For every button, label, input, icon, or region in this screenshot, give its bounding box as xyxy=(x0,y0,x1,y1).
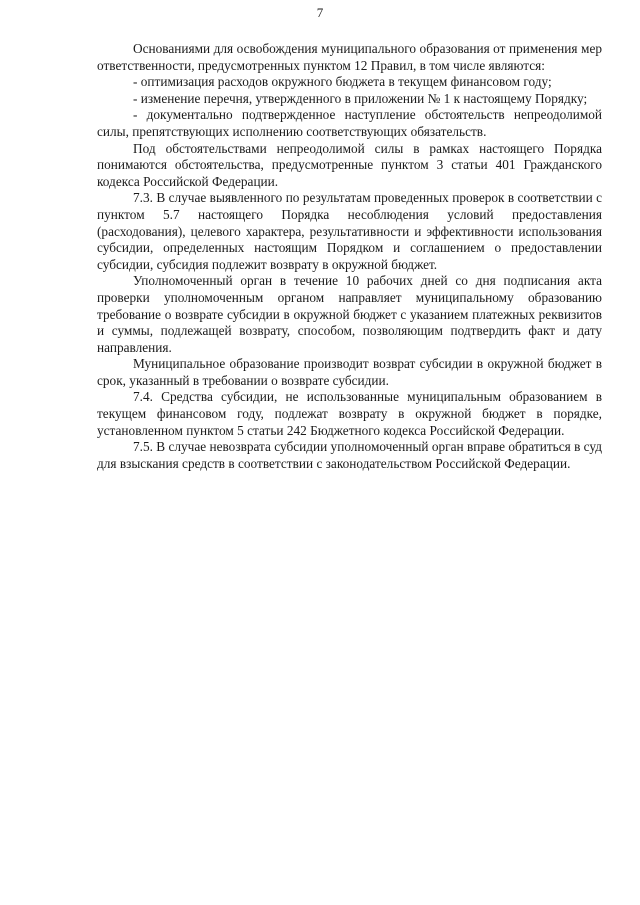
page-number: 7 xyxy=(316,5,324,20)
paragraph-7-5: 7.5. В случае невозврата субсидии уполномоченный орган вправе обратиться в суд для взыскания средств в соответствии с законодательством Российской Федерации. xyxy=(97,439,602,471)
paragraph-force-majeure-definition: Под обстоятельствами непреодолимой силы в рамках настоящего Порядка понимаются обстоятельства, предусмотренные пунктом 3 статьи 401 Гражданского кодекса Российской Федерации. xyxy=(97,140,602,189)
paragraph-7-4: 7.4. Средства субсидии, не использованные муниципальным образованием в текущем финансовом году, подлежат возврату в окружной бюджет в порядке, установленном пунктом 5 статьи 242 Бюджетного кодекса Российской Федерации. xyxy=(97,389,602,438)
list-item-budget-optimization: - оптимизация расходов окружного бюджета в текущем финансовом году; xyxy=(133,74,552,90)
list-item-list-change: - изменение перечня, утвержденного в приложении № 1 к настоящему Порядку; xyxy=(133,90,588,106)
paragraph-7-3: 7.3. В случае выявленного по результатам проведенных проверок в соответствии с пунктом 5.7 настоящего Порядка несоблюдения условий предоставления (расходования), целевого характера, результативности и эффективности использования субсидии, определенных настоящим Порядком и соглашением о предоставлении субсидии, субсидия подлежит возврату в окружной бюджет. xyxy=(97,190,602,272)
document-body xyxy=(97,41,602,472)
list-item-force-majeure: - документально подтвержденное наступление обстоятельств непреодолимой силы, препятствующих исполнению соответствующих обязательств. xyxy=(97,107,602,139)
paragraph-return-deadline: Муниципальное образование производит возврат субсидии в окружной бюджет в срок, указанный в требовании о возврате субсидии. xyxy=(97,356,602,388)
paragraph-return-demand: Уполномоченный орган в течение 10 рабочих дней со дня подписания акта проверки уполномоченным органом направляет муниципальному образованию требование о возврате субсидии в окружной бюджет с указанием платежных реквизитов и суммы, подлежащей возврату, способом, позволяющим подтвердить факт и дату направления. xyxy=(97,273,602,355)
paragraph-grounds-intro: Основаниями для освобождения муниципального образования от применения мер ответственности, предусмотренных пунктом 12 Правил, в том числе являются: xyxy=(97,41,602,73)
